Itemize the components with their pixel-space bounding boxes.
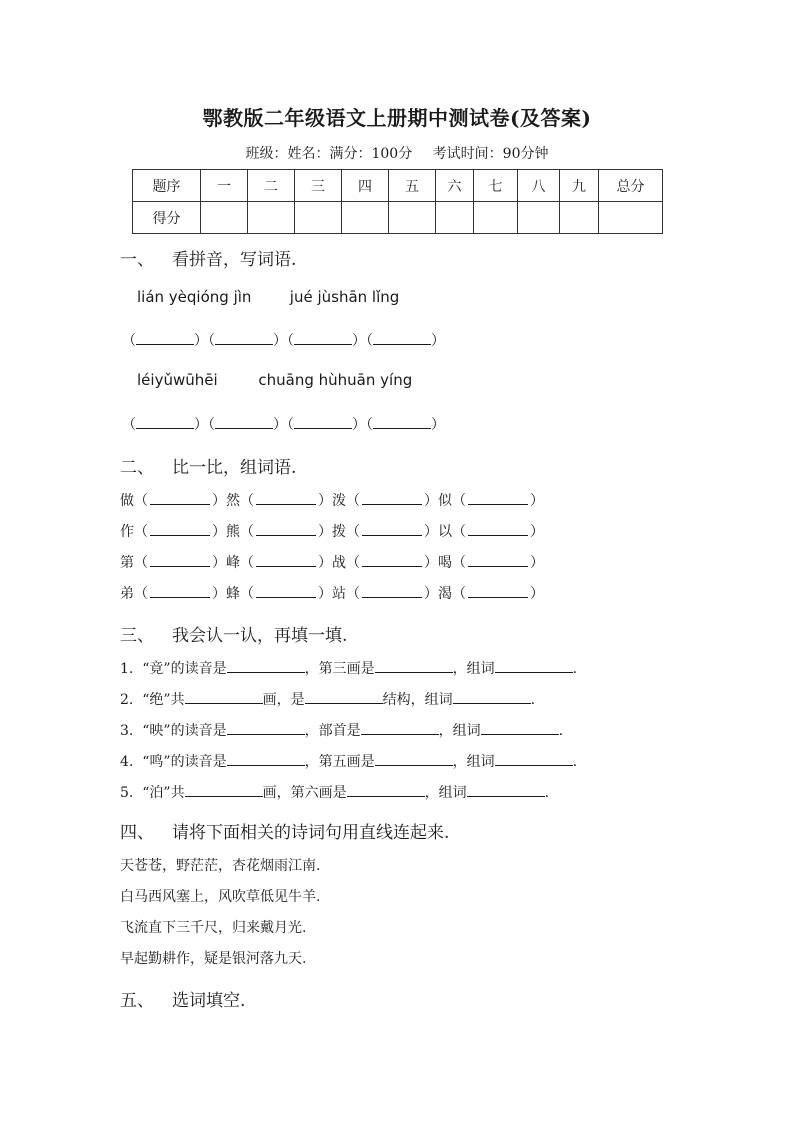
character: 喝	[438, 555, 452, 571]
item-text: ，组词	[438, 723, 481, 739]
item-text: 画，是	[262, 692, 305, 708]
item-text: 2. “绝”共	[120, 692, 185, 708]
character: 峰	[226, 555, 240, 571]
answer-blank[interactable]	[362, 490, 422, 505]
word-row: 做（ ）然（ ）泼（ ）似（ ）	[120, 490, 544, 510]
section-1-heading	[120, 245, 296, 270]
answer-blank[interactable]	[495, 751, 573, 766]
score-cell[interactable]	[201, 202, 248, 234]
header-cell: 二	[248, 170, 295, 202]
page-title: 鄂教版二年级语文上册期中测试卷(及答案)	[202, 106, 592, 130]
header-cell: 八	[518, 170, 560, 202]
pinyin-text: lián yèqióng jìn	[137, 288, 252, 306]
answer-blank[interactable]	[256, 490, 316, 505]
header-cell: 七	[474, 170, 518, 202]
answer-blank[interactable]	[361, 720, 439, 735]
answer-blank[interactable]	[362, 583, 422, 598]
character: 站	[332, 586, 346, 602]
exam-time-label: 考试时间：90分钟	[432, 146, 549, 162]
poem-line: 飞流直下三千尺，归来戴月光.	[120, 920, 307, 936]
answer-blank[interactable]	[305, 689, 383, 704]
answer-blank[interactable]	[185, 782, 263, 797]
item-text: 1. “竟”的读音是	[120, 661, 227, 677]
character: 蜂	[226, 586, 240, 602]
answer-blank[interactable]	[150, 552, 210, 567]
item-text: ，第三画是	[304, 661, 375, 677]
score-cell[interactable]	[342, 202, 389, 234]
character: 做	[120, 493, 134, 509]
character: 渴	[438, 586, 452, 602]
header-cell: 题序	[133, 170, 201, 202]
pinyin-text: léiyǔwūhēi	[137, 371, 218, 389]
fill-item	[120, 782, 549, 802]
character: 战	[332, 555, 346, 571]
section-3-heading	[120, 621, 347, 646]
fill-item	[120, 720, 563, 740]
pinyin-row-2	[137, 371, 412, 389]
word-row: 作（ ）熊（ ）拨（ ）以（ ）	[120, 521, 544, 541]
answer-blank[interactable]	[227, 751, 305, 766]
answer-blank[interactable]	[362, 521, 422, 536]
header-cell: 五	[389, 170, 436, 202]
character: 熊	[226, 524, 240, 540]
item-text: .	[558, 723, 564, 739]
item-text: .	[572, 754, 578, 770]
character: 作	[120, 524, 134, 540]
word-row: 弟（ ）蜂（ ）站（ ）渴（ ）	[120, 583, 544, 603]
character: 拨	[332, 524, 346, 540]
character: 泼	[332, 493, 346, 509]
item-text: .	[572, 661, 578, 677]
character: 第	[120, 555, 134, 571]
character: 弟	[120, 586, 134, 602]
score-cell[interactable]	[474, 202, 518, 234]
answer-blank[interactable]	[481, 720, 559, 735]
answer-blanks-row-2[interactable]: （ ）（ ）（ ）（ ）	[122, 414, 445, 434]
score-cell[interactable]	[389, 202, 436, 234]
header-cell: 四	[342, 170, 389, 202]
section-title: 比一比，组词语.	[172, 458, 297, 478]
section-number: 四、	[120, 823, 154, 843]
answer-blank[interactable]	[150, 583, 210, 598]
item-text: ，组词	[452, 661, 495, 677]
character: 以	[438, 524, 452, 540]
pinyin-text: chuāng hùhuān yíng	[258, 371, 413, 389]
pinyin-text: jué jùshān lǐng	[289, 288, 400, 306]
section-title: 选词填空.	[172, 991, 246, 1011]
item-text: 结构，组词	[382, 692, 453, 708]
answer-blank[interactable]	[453, 689, 531, 704]
section-number: 一、	[120, 250, 154, 270]
poem-line: 白马西风塞上，风吹草低见牛羊.	[120, 889, 321, 905]
item-text: 3. “映”的读音是	[120, 723, 227, 739]
exam-info	[0, 143, 794, 163]
answer-blank[interactable]	[468, 583, 528, 598]
header-cell: 三	[295, 170, 342, 202]
section-number: 三、	[120, 626, 154, 646]
poem-line: 天苍苍，野茫茫，杏花烟雨江南.	[120, 858, 321, 874]
row-label-cell: 得分	[133, 202, 201, 234]
answer-blank[interactable]	[256, 583, 316, 598]
fill-item	[120, 658, 577, 678]
class-name-score-label: 班级：姓名：满分：100分	[245, 146, 413, 162]
answer-blank[interactable]	[468, 552, 528, 567]
fill-item	[120, 751, 577, 771]
answer-blank[interactable]	[227, 720, 305, 735]
fill-item	[120, 689, 535, 709]
answer-blank[interactable]	[227, 658, 305, 673]
score-cell[interactable]	[295, 202, 342, 234]
score-table-score-row	[133, 202, 663, 234]
answer-blank[interactable]	[185, 689, 263, 704]
character: 似	[438, 493, 452, 509]
item-text: 5. “泊”共	[120, 785, 185, 801]
answer-blank[interactable]	[362, 552, 422, 567]
section-title: 看拼音，写词语.	[172, 250, 297, 270]
poem-line: 早起勤耕作，疑是银河落九天.	[120, 951, 307, 967]
item-text: 4. “鸣”的读音是	[120, 754, 227, 770]
answer-blank[interactable]	[375, 751, 453, 766]
pinyin-row-1	[137, 288, 399, 306]
section-title: 我会认一认，再填一填.	[172, 626, 348, 646]
item-text: ，组词	[424, 785, 467, 801]
item-text: .	[530, 692, 536, 708]
score-cell[interactable]	[436, 202, 474, 234]
header-cell: 六	[436, 170, 474, 202]
answer-blank[interactable]	[375, 658, 453, 673]
score-cell[interactable]	[599, 202, 663, 234]
section-title: 请将下面相关的诗词句用直线连起来.	[172, 823, 450, 843]
score-table-header-row	[133, 170, 663, 202]
word-row: 第（ ）峰（ ）战（ ）喝（ ）	[120, 552, 544, 572]
section-5-heading	[120, 986, 245, 1011]
section-2-heading	[120, 453, 296, 478]
answer-blank[interactable]	[256, 552, 316, 567]
section-number: 五、	[120, 991, 154, 1011]
character: 然	[226, 493, 240, 509]
answer-blanks-row-1[interactable]: （ ）（ ）（ ）（ ）	[122, 330, 445, 350]
score-cell[interactable]	[560, 202, 599, 234]
item-text: .	[544, 785, 550, 801]
answer-blank[interactable]	[495, 658, 573, 673]
header-cell: 总分	[599, 170, 663, 202]
answer-blank[interactable]	[256, 521, 316, 536]
answer-blank[interactable]	[150, 521, 210, 536]
score-cell[interactable]	[518, 202, 560, 234]
section-4-heading	[120, 818, 449, 843]
header-cell: 九	[560, 170, 599, 202]
answer-blank[interactable]	[468, 490, 528, 505]
answer-blank[interactable]	[347, 782, 425, 797]
item-text: ，第五画是	[304, 754, 375, 770]
answer-blank[interactable]	[468, 521, 528, 536]
header-cell: 一	[201, 170, 248, 202]
section-number: 二、	[120, 458, 154, 478]
score-table	[132, 169, 663, 234]
item-text: ，组词	[452, 754, 495, 770]
answer-blank[interactable]	[467, 782, 545, 797]
item-text: ，部首是	[304, 723, 361, 739]
score-cell[interactable]	[248, 202, 295, 234]
answer-blank[interactable]	[150, 490, 210, 505]
item-text: 画，第六画是	[262, 785, 347, 801]
